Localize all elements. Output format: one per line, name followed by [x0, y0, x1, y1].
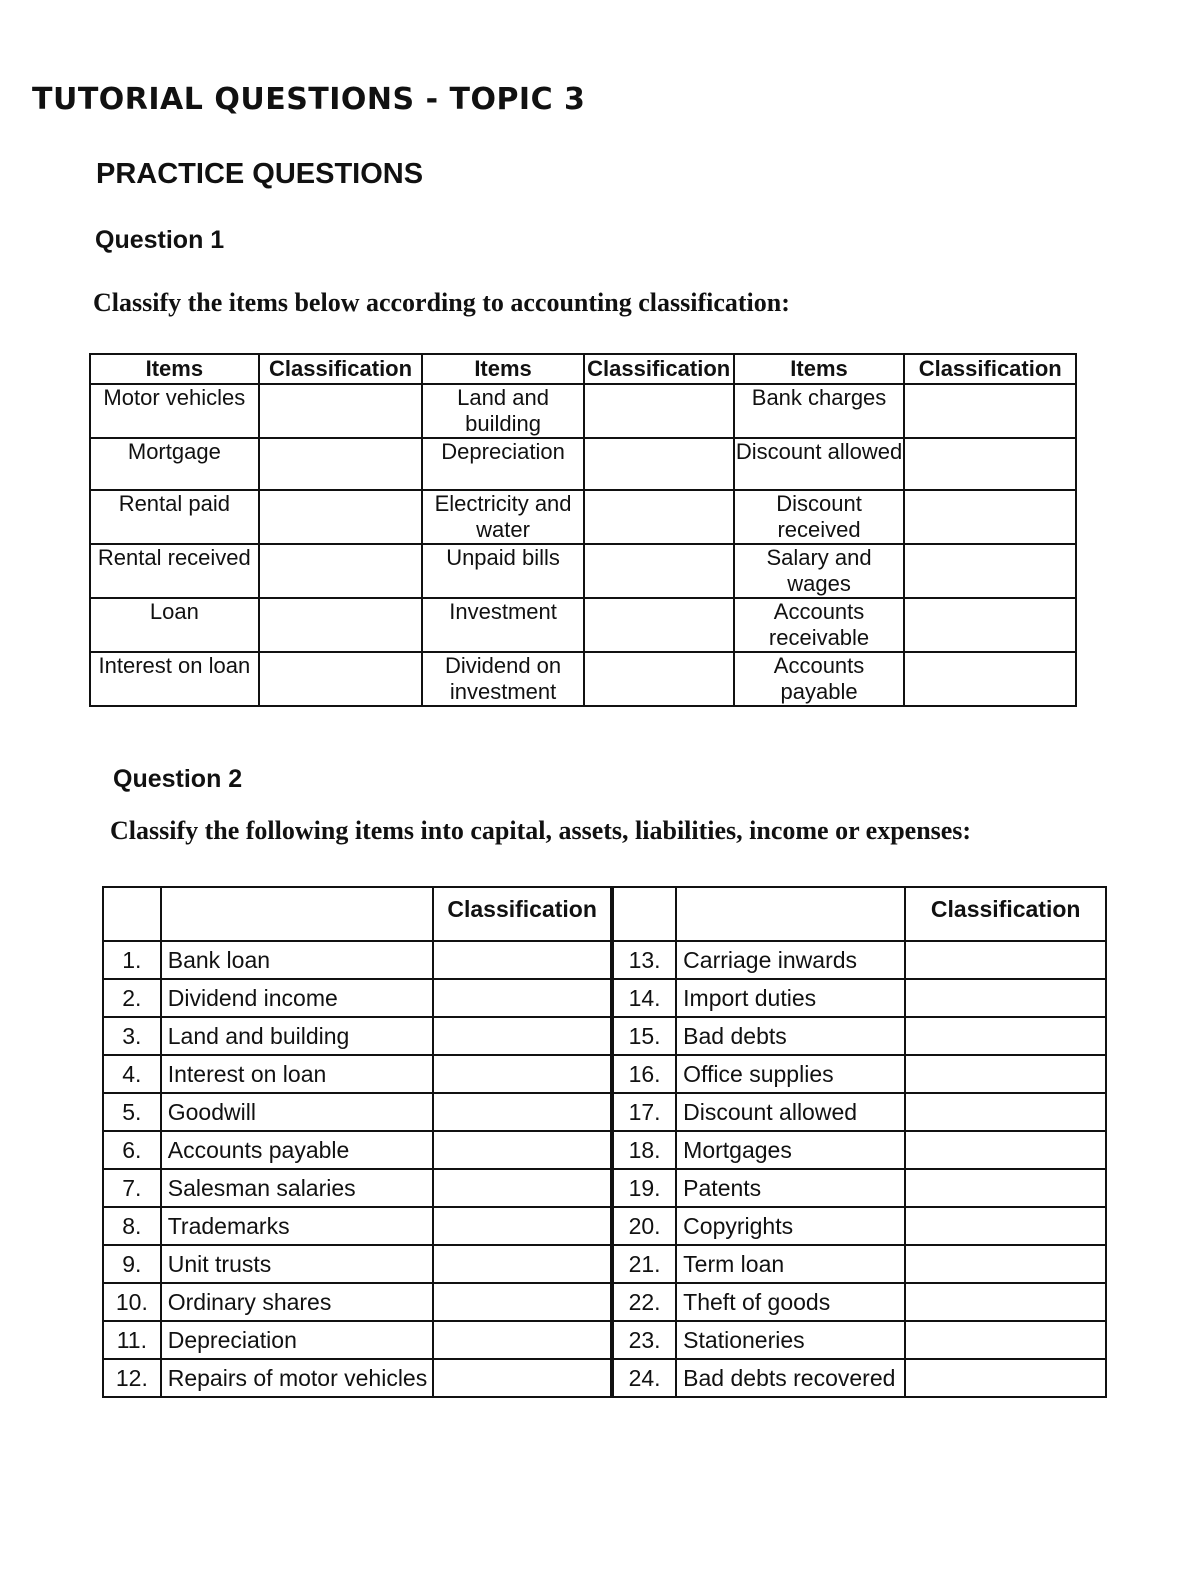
classification-cell[interactable] [904, 490, 1076, 544]
item-cell: Land and building [422, 384, 583, 438]
item-name: Bad debts recovered [676, 1359, 905, 1397]
item-name: Carriage inwards [676, 941, 905, 979]
classification-cell[interactable] [905, 1283, 1106, 1321]
table-row [613, 1017, 1106, 1055]
classification-cell[interactable] [433, 1245, 611, 1283]
item-cell: Investment [422, 598, 583, 652]
item-cell: Discount allowed [734, 438, 905, 490]
table-row [90, 384, 1076, 438]
classification-cell[interactable] [905, 1017, 1106, 1055]
item-cell: Interest on loan [90, 652, 259, 706]
item-cell: Rental paid [90, 490, 259, 544]
item-name: Patents [676, 1169, 905, 1207]
classification-cell[interactable] [259, 544, 423, 598]
table-row [613, 1359, 1106, 1397]
item-name: Theft of goods [676, 1283, 905, 1321]
classification-cell[interactable] [905, 979, 1106, 1017]
item-number: 2. [103, 979, 161, 1017]
table-row [613, 1283, 1106, 1321]
item-cell: Accounts payable [734, 652, 905, 706]
question1-table [89, 353, 1077, 707]
table-row [90, 652, 1076, 706]
item-name: Bank loan [161, 941, 434, 979]
classification-cell[interactable] [905, 1359, 1106, 1397]
classification-cell[interactable] [433, 1321, 611, 1359]
classification-cell[interactable] [904, 544, 1076, 598]
classification-cell[interactable] [259, 598, 423, 652]
item-cell: Dividend on investment [422, 652, 583, 706]
item-name: Term loan [676, 1245, 905, 1283]
item-name: Discount allowed [676, 1093, 905, 1131]
item-number: 10. [103, 1283, 161, 1321]
classification-cell[interactable] [433, 979, 611, 1017]
item-name: Dividend income [161, 979, 434, 1017]
classification-header: Classification [905, 887, 1106, 941]
item-name: Unit trusts [161, 1245, 434, 1283]
question2-heading: Question 2 [113, 765, 243, 793]
classification-cell[interactable] [905, 1245, 1106, 1283]
classification-cell[interactable] [904, 652, 1076, 706]
item-name: Bad debts [676, 1017, 905, 1055]
page-title: TUTORIAL QUESTIONS - TOPIC 3 [32, 82, 586, 117]
item-cell: Discount received [734, 490, 905, 544]
table-row [613, 1245, 1106, 1283]
column-header: Items [734, 354, 905, 384]
item-cell: Depreciation [422, 438, 583, 490]
item-name: Office supplies [676, 1055, 905, 1093]
table-header-row [613, 887, 1106, 941]
item-cell: Mortgage [90, 438, 259, 490]
table-row [103, 1283, 611, 1321]
classification-cell[interactable] [905, 1131, 1106, 1169]
table-row [613, 941, 1106, 979]
item-name: Stationeries [676, 1321, 905, 1359]
item-number: 6. [103, 1131, 161, 1169]
item-number: 15. [613, 1017, 676, 1055]
classification-cell[interactable] [433, 1131, 611, 1169]
table-row [613, 1093, 1106, 1131]
classification-cell[interactable] [259, 490, 423, 544]
item-name: Accounts payable [161, 1131, 434, 1169]
item-number: 9. [103, 1245, 161, 1283]
table-row [613, 1169, 1106, 1207]
classification-cell[interactable] [905, 1207, 1106, 1245]
classification-cell[interactable] [433, 1093, 611, 1131]
item-name: Salesman salaries [161, 1169, 434, 1207]
classification-cell[interactable] [433, 1169, 611, 1207]
table-header-row [103, 887, 611, 941]
column-header: Items [422, 354, 583, 384]
classification-cell[interactable] [259, 652, 423, 706]
item-number: 11. [103, 1321, 161, 1359]
column-header: Classification [584, 354, 734, 384]
item-name: Interest on loan [161, 1055, 434, 1093]
item-cell: Unpaid bills [422, 544, 583, 598]
item-number: 21. [613, 1245, 676, 1283]
item-number: 19. [613, 1169, 676, 1207]
classification-cell[interactable] [905, 1093, 1106, 1131]
item-name: Mortgages [676, 1131, 905, 1169]
table-row [103, 1207, 611, 1245]
item-name: Trademarks [161, 1207, 434, 1245]
classification-cell[interactable] [584, 438, 734, 490]
item-number: 7. [103, 1169, 161, 1207]
question2-table-left [102, 886, 612, 1398]
classification-cell[interactable] [584, 490, 734, 544]
item-number: 4. [103, 1055, 161, 1093]
item-cell: Loan [90, 598, 259, 652]
classification-cell[interactable] [905, 941, 1106, 979]
classification-cell[interactable] [259, 438, 423, 490]
item-cell: Rental received [90, 544, 259, 598]
table-row [90, 598, 1076, 652]
item-name: Repairs of motor vehicles [161, 1359, 434, 1397]
item-number: 22. [613, 1283, 676, 1321]
item-number: 8. [103, 1207, 161, 1245]
item-name: Land and building [161, 1017, 434, 1055]
item-number: 24. [613, 1359, 676, 1397]
table-row [103, 1093, 611, 1131]
table-row [90, 490, 1076, 544]
table-row [103, 1321, 611, 1359]
classification-cell[interactable] [584, 652, 734, 706]
column-header: Classification [259, 354, 423, 384]
item-name: Import duties [676, 979, 905, 1017]
table-row [613, 1055, 1106, 1093]
classification-cell[interactable] [904, 438, 1076, 490]
question1-heading: Question 1 [95, 226, 225, 254]
question2-table-right [612, 886, 1107, 1398]
section-title: PRACTICE QUESTIONS [96, 158, 424, 190]
item-name: Depreciation [161, 1321, 434, 1359]
classification-cell[interactable] [433, 1207, 611, 1245]
classification-cell[interactable] [904, 598, 1076, 652]
item-number: 17. [613, 1093, 676, 1131]
table-row [90, 544, 1076, 598]
table-row [103, 1017, 611, 1055]
table-row [613, 1207, 1106, 1245]
classification-cell[interactable] [905, 1169, 1106, 1207]
table-row [103, 1169, 611, 1207]
table-row [613, 1131, 1106, 1169]
item-number: 14. [613, 979, 676, 1017]
classification-cell[interactable] [584, 384, 734, 438]
table-row [103, 941, 611, 979]
item-number: 16. [613, 1055, 676, 1093]
question2-instruction: Classify the following items into capital, assets, liabilities, income or expenses: [110, 816, 972, 845]
question1-instruction: Classify the items below according to accounting classification: [93, 288, 790, 317]
item-number: 20. [613, 1207, 676, 1245]
column-header: Items [90, 354, 259, 384]
item-cell: Electricity and water [422, 490, 583, 544]
table-row [613, 1321, 1106, 1359]
item-name: Copyrights [676, 1207, 905, 1245]
item-name: Goodwill [161, 1093, 434, 1131]
item-number: 1. [103, 941, 161, 979]
table-row [103, 1131, 611, 1169]
table-header-row [90, 354, 1076, 384]
classification-cell[interactable] [904, 384, 1076, 438]
table-row [103, 1359, 611, 1397]
table-row [103, 1245, 611, 1283]
classification-cell[interactable] [433, 1017, 611, 1055]
item-number: 13. [613, 941, 676, 979]
table-row [90, 438, 1076, 490]
classification-cell[interactable] [259, 384, 423, 438]
item-name: Ordinary shares [161, 1283, 434, 1321]
item-cell: Accounts receivable [734, 598, 905, 652]
item-cell: Bank charges [734, 384, 905, 438]
item-number: 23. [613, 1321, 676, 1359]
table-row [103, 979, 611, 1017]
classification-cell[interactable] [905, 1321, 1106, 1359]
classification-cell[interactable] [905, 1055, 1106, 1093]
item-number: 3. [103, 1017, 161, 1055]
classification-cell[interactable] [433, 941, 611, 979]
item-cell: Motor vehicles [90, 384, 259, 438]
item-number: 12. [103, 1359, 161, 1397]
classification-cell[interactable] [584, 598, 734, 652]
column-header: Classification [904, 354, 1076, 384]
item-cell: Salary and wages [734, 544, 905, 598]
classification-header: Classification [433, 887, 611, 941]
classification-cell[interactable] [433, 1283, 611, 1321]
classification-cell[interactable] [433, 1055, 611, 1093]
table-row [613, 979, 1106, 1017]
table-row [103, 1055, 611, 1093]
classification-cell[interactable] [433, 1359, 611, 1397]
item-number: 18. [613, 1131, 676, 1169]
classification-cell[interactable] [584, 544, 734, 598]
item-number: 5. [103, 1093, 161, 1131]
